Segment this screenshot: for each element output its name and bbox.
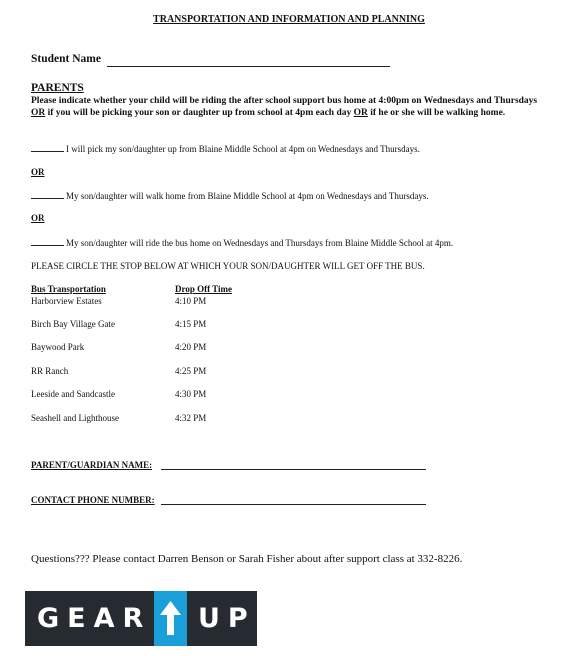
instructions-or-1: OR (31, 107, 46, 118)
stop-time: 4:15 PM (175, 319, 207, 329)
option-walk (31, 190, 429, 201)
gear-up-logo (25, 591, 257, 646)
parents-instructions (31, 96, 551, 119)
phone-number-field[interactable] (161, 504, 426, 505)
option-pick-up-label: I will pick my son/daughter up from Blaine Middle School at 4pm on Wednesdays and Thursdays. (66, 144, 420, 154)
option-walk-label: My son/daughter will walk home from Blaine Middle School at 4pm on Wednesdays and Thursdays. (66, 191, 429, 201)
option-bus-blank[interactable] (31, 237, 64, 246)
instructions-text-3: if he or she will be walking home. (367, 107, 506, 118)
logo-text-gear: GEAR (37, 603, 152, 634)
option-bus-label: My son/daughter will ride the bus home on Wednesdays and Thursdays from Blaine Middle School at 4pm. (66, 238, 454, 248)
guardian-name-label: PARENT/GUARDIAN NAME: (31, 460, 153, 470)
stop-time: 4:10 PM (175, 296, 207, 306)
parents-heading: PARENTS (31, 82, 84, 94)
stop-time: 4:25 PM (175, 366, 207, 376)
logo-text-up: UP (198, 603, 256, 634)
option-pick-up-blank[interactable] (31, 143, 64, 152)
or-separator-2: OR (31, 213, 45, 223)
guardian-name-field[interactable] (161, 469, 426, 470)
option-walk-blank[interactable] (31, 190, 64, 199)
stop-name[interactable]: Baywood Park (31, 342, 85, 352)
questions-contact-text: Questions??? Please contact Darren Benson or Sarah Fisher about after support class at 332-8226. (31, 553, 463, 565)
stop-name[interactable]: RR Ranch (31, 366, 69, 376)
phone-number-label: CONTACT PHONE NUMBER: (31, 495, 155, 505)
up-arrow-icon (154, 591, 187, 646)
student-name-field[interactable] (107, 66, 390, 67)
or-separator-1: OR (31, 167, 45, 177)
stop-name[interactable]: Seashell and Lighthouse (31, 413, 119, 423)
instructions-text-1: Please indicate whether your child will be riding the after school support bus home at 4:00pm on Wednesdays and Thursdays (31, 96, 538, 106)
stop-time: 4:30 PM (175, 389, 207, 399)
page-title: TRANSPORTATION AND INFORMATION AND PLANNING (153, 14, 425, 25)
stop-time: 4:20 PM (175, 342, 207, 352)
table-header-bus: Bus Transportation (31, 284, 106, 294)
option-bus (31, 237, 453, 248)
stop-time: 4:32 PM (175, 413, 207, 423)
instructions-or-2: OR (353, 107, 368, 118)
table-header-time: Drop Off Time (175, 284, 233, 294)
option-pick-up (31, 143, 420, 154)
stop-name[interactable]: Leeside and Sandcastle (31, 389, 115, 399)
stop-name[interactable]: Harborview Estates (31, 296, 102, 306)
circle-instruction: PLEASE CIRCLE THE STOP BELOW AT WHICH YOUR SON/DAUGHTER WILL GET OFF THE BUS. (31, 261, 425, 271)
stop-name[interactable]: Birch Bay Village Gate (31, 319, 116, 329)
instructions-text-2: if you will be picking your son or daughter up from school at 4pm each day (45, 107, 354, 118)
student-name-label: Student Name (31, 53, 101, 65)
